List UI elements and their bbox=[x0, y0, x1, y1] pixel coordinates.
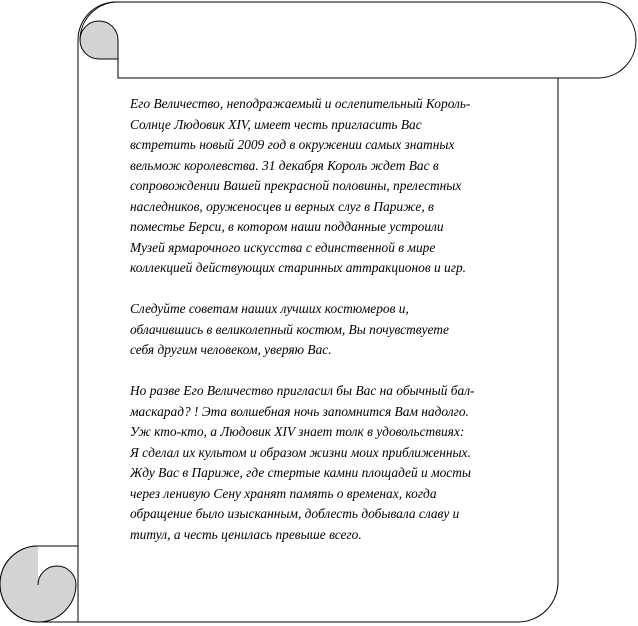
text-line: поместье Берси, в котором наши подданные устроили bbox=[130, 219, 444, 234]
text-line: Я сделал их культом и образом жизни моих приближенных. bbox=[130, 444, 471, 460]
text-line: Музей ярмарочного искусства с единственной в мире bbox=[130, 239, 436, 255]
text-line: маскарад? ! Эта волшебная ночь запомнится Вам надолго. bbox=[130, 403, 469, 419]
text-line: встретить новый 2009 год в окружении самых знатных bbox=[130, 137, 455, 152]
text-line: наследников, оруженосцев и верных слуг в Париже, в bbox=[130, 198, 434, 214]
text-line: Следуйте советам наших лучших костюмеров и, bbox=[130, 301, 409, 316]
top-left-curl bbox=[80, 21, 118, 59]
text-line: обращение было изысканным, доблесть добывала славу и bbox=[130, 506, 460, 521]
text-line: облачившись в великолепный костюм, Вы почувствуете bbox=[130, 321, 449, 337]
paragraph-costume bbox=[130, 299, 560, 361]
text-line: вельмож королевства. 31 декабря Король ждет Вас в bbox=[130, 157, 439, 173]
text-line: сопровождении Вашей прекрасной половины, прелестных bbox=[130, 178, 462, 193]
text-line: Уж кто-кто, а Людовик XIV знает толк в удовольствиях: bbox=[130, 424, 465, 439]
paragraph-intro bbox=[130, 94, 560, 279]
text-line: Но разве Его Величество пригласил бы Вас на обычный бал- bbox=[130, 383, 475, 398]
text-line: Его Величество, неподражаемый и ослепительный Король- bbox=[130, 96, 471, 111]
text-line: через ленивую Сену хранят память о временах, когда bbox=[130, 485, 437, 501]
invitation-text bbox=[130, 94, 560, 566]
text-line: титул, а честь ценилась превыше всего. bbox=[130, 526, 362, 542]
text-line: себя другим человеком, уверяю Вас. bbox=[130, 342, 332, 357]
text-line: Жду Вас в Париже, где стертые камни площадей и мосты bbox=[130, 465, 471, 480]
paragraph-masquerade bbox=[130, 381, 560, 545]
text-line: Солнце Людовик XIV, имеет честь пригласить Вас bbox=[130, 116, 422, 132]
text-line: коллекцией действующих старинных аттракционов и игр. bbox=[130, 260, 466, 275]
